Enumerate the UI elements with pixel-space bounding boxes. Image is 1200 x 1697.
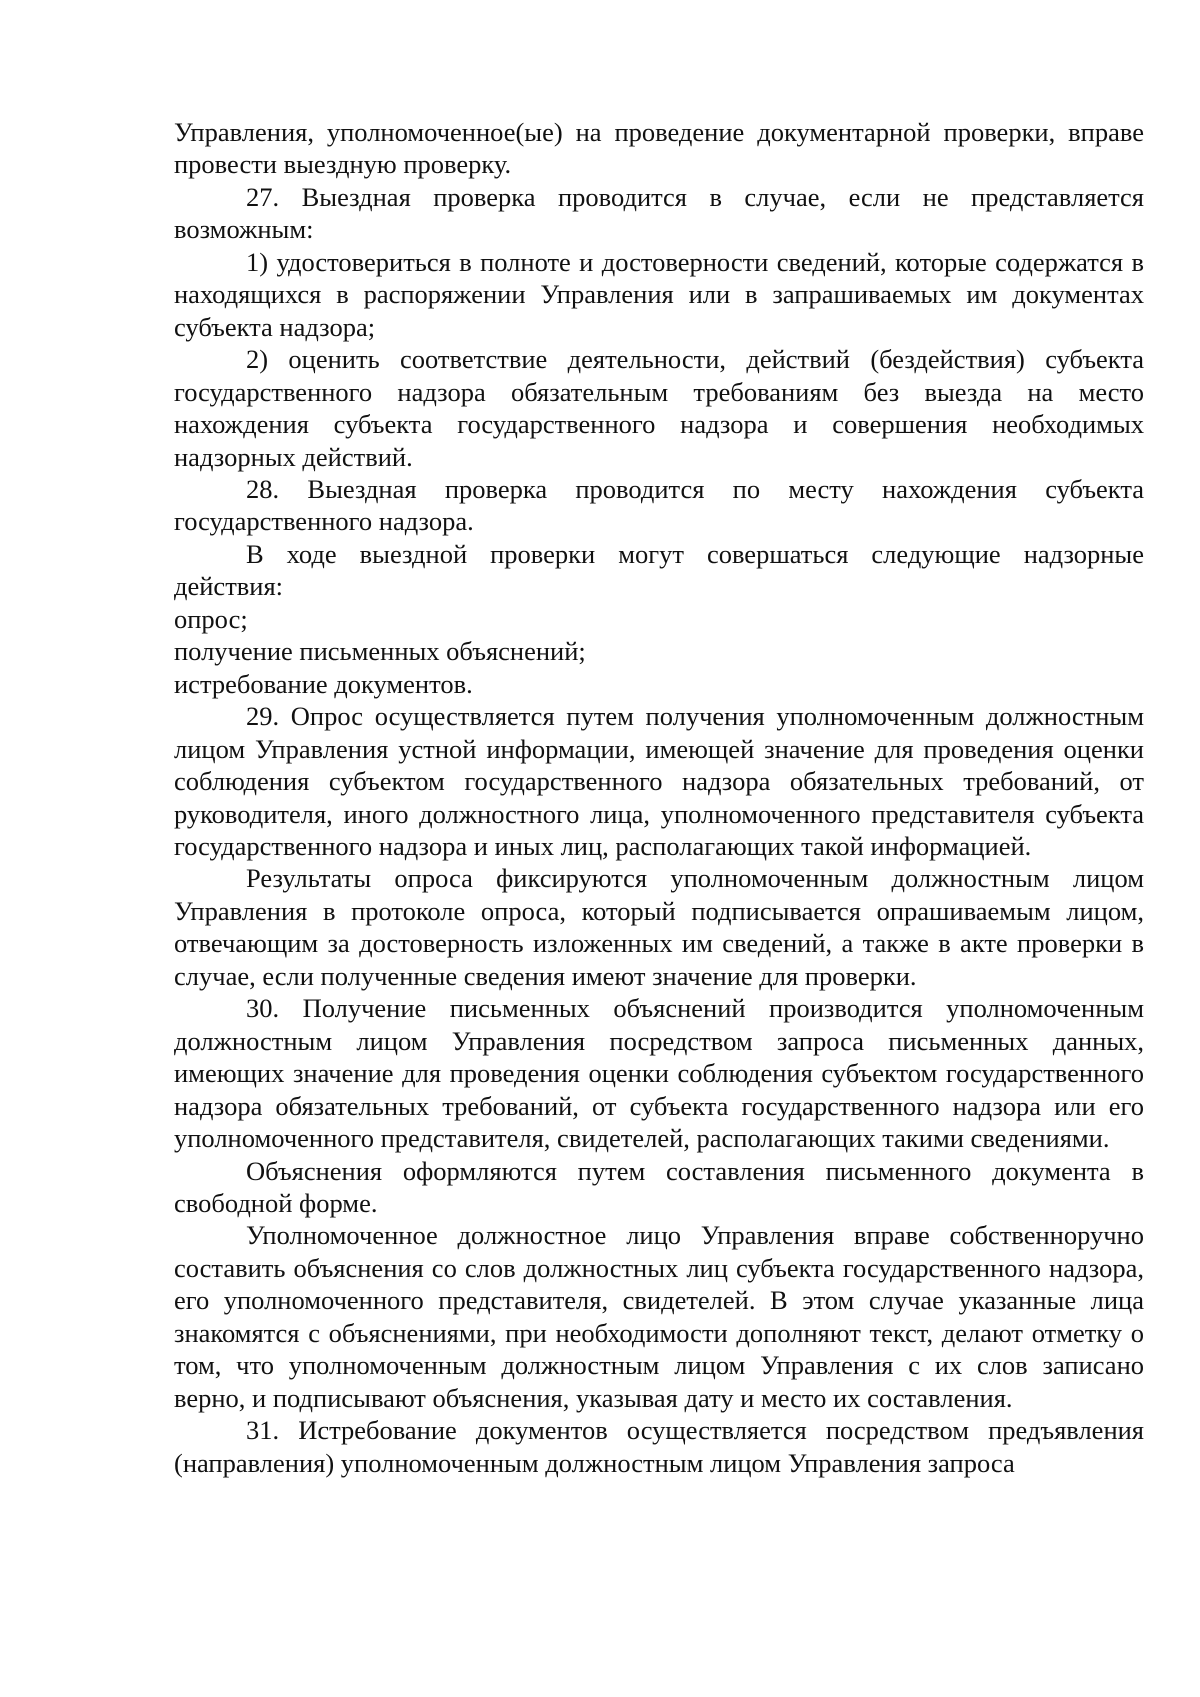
paragraph-subitem-2: 2) оценить соответствие деятельности, действий (бездействия) субъекта государственного надзора обязательным требованиям без выезда на место нахождения субъекта государственного надзора и совершения необходимых надзорных действий.: [174, 344, 1144, 472]
paragraph-item-31: 31. Истребование документов осуществляется посредством предъявления (направления) уполномоченным должностным лицом Управления запроса: [174, 1415, 1144, 1478]
paragraph-explanations-form: Объяснения оформляются путем составления письменного документа в свободной форме.: [174, 1155, 1144, 1218]
list-item-written-explanations: получение письменных объяснений;: [174, 636, 586, 667]
document-body: [174, 116, 1144, 1479]
paragraph-item-28: 28. Выездная проверка проводится по месту нахождения субъекта государственного надзора.: [174, 473, 1144, 537]
paragraph-item-27: 27. Выездная проверка проводится в случае, если не представляется возможным:: [174, 181, 1144, 245]
paragraph-actions-intro: В ходе выездной проверки могут совершаться следующие надзорные действия:: [174, 538, 1144, 602]
paragraph-item-30: 30. Получение письменных объяснений производится уполномоченным должностным лицом Управления посредством запроса письменных данных, имеющих значение для проведения оценки соблюдения субъектом государственного надзора обязательных требований, от субъекта государственного надзора или его уполномоченного представителя, свидетелей, располагающих такими сведениями.: [174, 993, 1144, 1154]
paragraph-official-writes-explanations: Уполномоченное должностное лицо Управления вправе собственноручно составить объяснения со слов должностных лиц субъекта государственного надзора, его уполномоченного представителя, свидетелей. В этом случае указанные лица знакомятся с объяснениями, при необходимости дополняют текст, делают отметку о том, что уполномоченным должностным лицом Управления с их слов записано верно, и подписывают объяснения, указывая дату и место их составления.: [174, 1220, 1144, 1413]
paragraph-item-29: 29. Опрос осуществляется путем получения уполномоченным должностным лицом Управления устной информации, имеющей значение для проведения оценки соблюдения субъектом государственного надзора обязательных требований, от руководителя, иного должностного лица, уполномоченного представителя субъекта государственного надзора и иных лиц, располагающих такой информацией.: [174, 701, 1144, 861]
paragraph-continuation: Управления, уполномоченное(ые) на проведение документарной проверки, вправе провести выездную проверку.: [174, 117, 1144, 180]
list-item-document-request: истребование документов.: [174, 668, 473, 699]
paragraph-survey-results: Результаты опроса фиксируются уполномоченным должностным лицом Управления в протоколе опроса, который подписывается опрашиваемым лицом, отвечающим за достоверность изложенных им сведений, а также в акте проверки в случае, если полученные сведения имеют значение для проверки.: [174, 863, 1144, 991]
list-item-survey: опрос;: [174, 603, 248, 634]
paragraph-subitem-1: 1) удостовериться в полноте и достоверности сведений, которые содержатся в находящихся в распоряжении Управления или в запрашиваемых им документах субъекта надзора;: [174, 246, 1144, 342]
